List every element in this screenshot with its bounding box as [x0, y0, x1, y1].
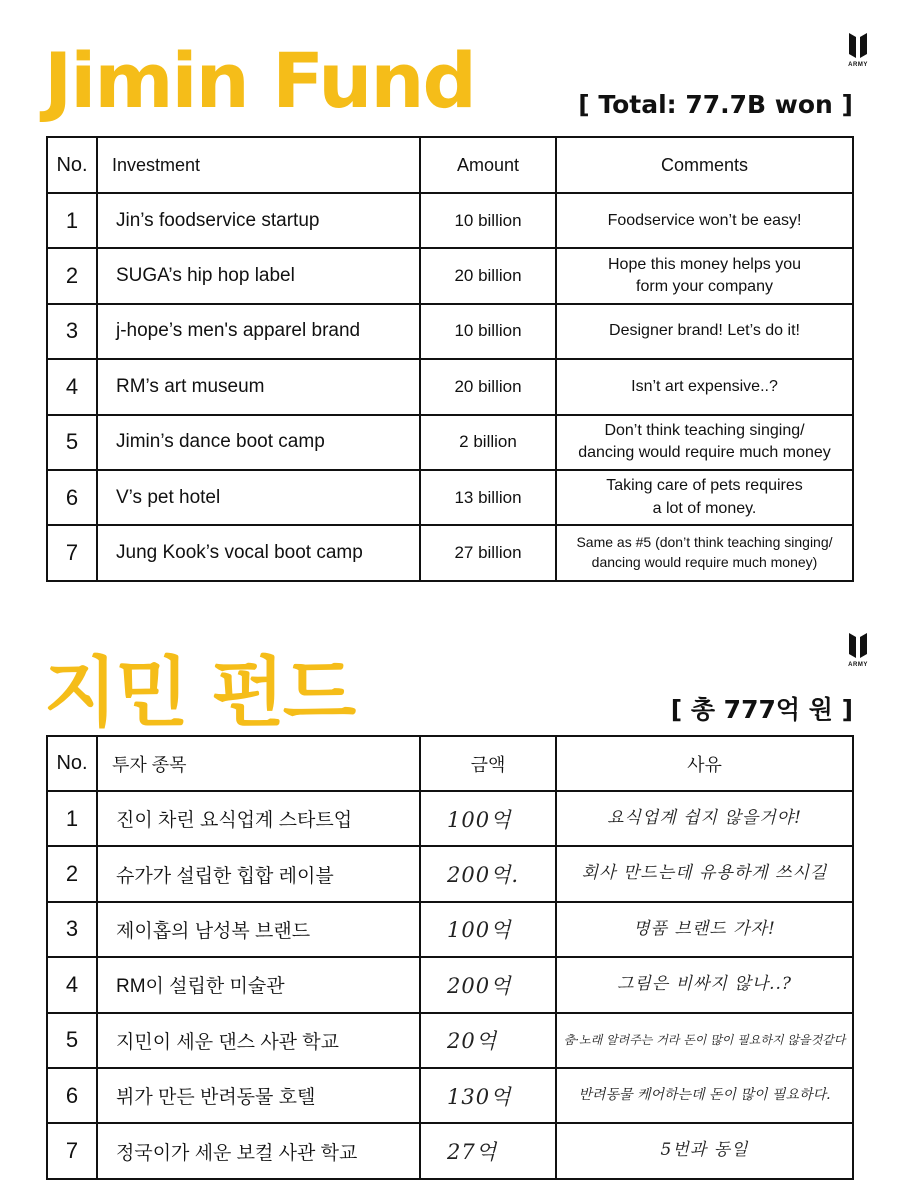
row-amount: 130억 — [420, 1068, 556, 1123]
header-comments: 사유 — [556, 736, 853, 791]
header-no: No. — [47, 137, 97, 193]
table-row — [47, 193, 853, 248]
row-amount: 200억 — [420, 957, 556, 1012]
comment-line: a lot of money. — [652, 499, 757, 517]
row-comment — [556, 193, 853, 248]
table-row — [47, 902, 853, 957]
army-logo-label: ARMY — [848, 662, 868, 668]
army-logo-label: ARMY — [848, 62, 868, 68]
table-row — [47, 1123, 853, 1178]
row-no: 3 — [47, 304, 97, 359]
comment-line: Don’t think teaching singing/ — [604, 421, 805, 439]
row-investment: Jin’s foodservice startup — [97, 193, 420, 248]
row-amount: 20 billion — [420, 248, 556, 303]
table-row — [47, 470, 853, 525]
comment-line: dancing would require much money — [578, 444, 831, 462]
row-no: 4 — [47, 957, 97, 1012]
row-comment — [556, 525, 853, 580]
table-header-row — [47, 137, 853, 193]
row-investment: j-hope’s men's apparel brand — [97, 304, 420, 359]
header-amount: 금액 — [420, 736, 556, 791]
header-amount: Amount — [420, 137, 556, 193]
row-no: 1 — [47, 193, 97, 248]
row-no: 7 — [47, 1123, 97, 1178]
row-comment — [556, 304, 853, 359]
table-row — [47, 846, 853, 901]
row-amount: 200억. — [420, 846, 556, 901]
header-investment: 투자 종목 — [97, 736, 420, 791]
row-amount: 27 billion — [420, 525, 556, 580]
row-comment: 그림은 비싸지 않나..? — [556, 957, 853, 1012]
comment-line: Foodservice won’t be easy! — [607, 211, 802, 229]
row-investment: 제이홉의 남성복 브랜드 — [97, 902, 420, 957]
table-row — [47, 791, 853, 846]
row-no: 6 — [47, 1068, 97, 1123]
row-amount: 20억 — [420, 1013, 556, 1068]
row-amount: 10 billion — [420, 193, 556, 248]
table-row — [47, 304, 853, 359]
row-no: 5 — [47, 415, 97, 470]
row-comment — [556, 415, 853, 470]
row-no: 3 — [47, 902, 97, 957]
row-investment: 슈가가 설립한 힙합 레이블 — [97, 846, 420, 901]
row-comment: 반려동물 케어하는데 돈이 많이 필요하다. — [556, 1068, 853, 1123]
row-investment: 뷔가 만든 반려동물 호텔 — [97, 1068, 420, 1123]
row-comment: 명품 브랜드 가자! — [556, 902, 853, 957]
comment-line: Isn’t art expensive..? — [631, 377, 778, 395]
row-comment: 회사 만드는데 유용하게 쓰시길 — [556, 846, 853, 901]
fund-table-english — [46, 136, 854, 582]
table-row — [47, 1068, 853, 1123]
row-investment: SUGA’s hip hop label — [97, 248, 420, 303]
row-no: 4 — [47, 359, 97, 414]
row-no: 5 — [47, 1013, 97, 1068]
row-amount: 100억 — [420, 791, 556, 846]
row-no: 2 — [47, 248, 97, 303]
header-comments: Comments — [556, 137, 853, 193]
comment-line: form your company — [636, 278, 773, 296]
army-logo — [846, 630, 870, 668]
fund-table-korean — [46, 735, 854, 1180]
row-amount: 10 billion — [420, 304, 556, 359]
row-investment: Jimin’s dance boot camp — [97, 415, 420, 470]
table-row — [47, 359, 853, 414]
table-row — [47, 525, 853, 580]
row-comment: 요식업계 쉽지 않을거야! — [556, 791, 853, 846]
row-amount: 20 billion — [420, 359, 556, 414]
row-comment: 춤·노래 알려주는 거라 돈이 많이 필요하지 않을것같다 — [556, 1013, 853, 1068]
row-no: 2 — [47, 846, 97, 901]
header-no: No. — [47, 736, 97, 791]
comment-line: Same as #5 (don’t think teaching singing/ — [576, 534, 833, 551]
row-no: 7 — [47, 525, 97, 580]
row-amount: 2 billion — [420, 415, 556, 470]
row-amount: 13 billion — [420, 470, 556, 525]
page-title: Jimin Fund — [44, 36, 475, 125]
row-comment — [556, 470, 853, 525]
page-title-korean: 지민 펀드 — [44, 648, 355, 737]
row-investment: Jung Kook’s vocal boot camp — [97, 525, 420, 580]
row-amount: 27억 — [420, 1123, 556, 1178]
row-comment — [556, 248, 853, 303]
table-row — [47, 415, 853, 470]
row-comment: 5번과 동일 — [556, 1123, 853, 1178]
table-row — [47, 957, 853, 1012]
row-investment: RM이 설립한 미술관 — [97, 957, 420, 1012]
row-investment: V’s pet hotel — [97, 470, 420, 525]
row-investment: 지민이 세운 댄스 사관 학교 — [97, 1013, 420, 1068]
comment-line: Hope this money helps you — [608, 255, 801, 273]
comment-line: Designer brand! Let’s do it! — [609, 322, 800, 340]
army-logo-icon — [846, 30, 870, 60]
comment-line: dancing would require much money) — [591, 554, 818, 571]
row-investment: RM’s art museum — [97, 359, 420, 414]
row-no: 1 — [47, 791, 97, 846]
comment-line: Taking care of pets requires — [606, 477, 803, 495]
table-header-row — [47, 736, 853, 791]
row-no: 6 — [47, 470, 97, 525]
row-comment — [556, 359, 853, 414]
header-investment: Investment — [97, 137, 420, 193]
table-row — [47, 248, 853, 303]
total-amount-korean: [ 총 777억 원 ] — [670, 695, 853, 724]
row-amount: 100억 — [420, 902, 556, 957]
army-logo — [846, 30, 870, 68]
row-investment: 진이 차린 요식업계 스타트업 — [97, 791, 420, 846]
total-amount: [ Total: 77.7B won ] — [578, 90, 853, 119]
army-logo-icon — [846, 630, 870, 660]
table-row — [47, 1013, 853, 1068]
row-investment: 정국이가 세운 보컬 사관 학교 — [97, 1123, 420, 1178]
